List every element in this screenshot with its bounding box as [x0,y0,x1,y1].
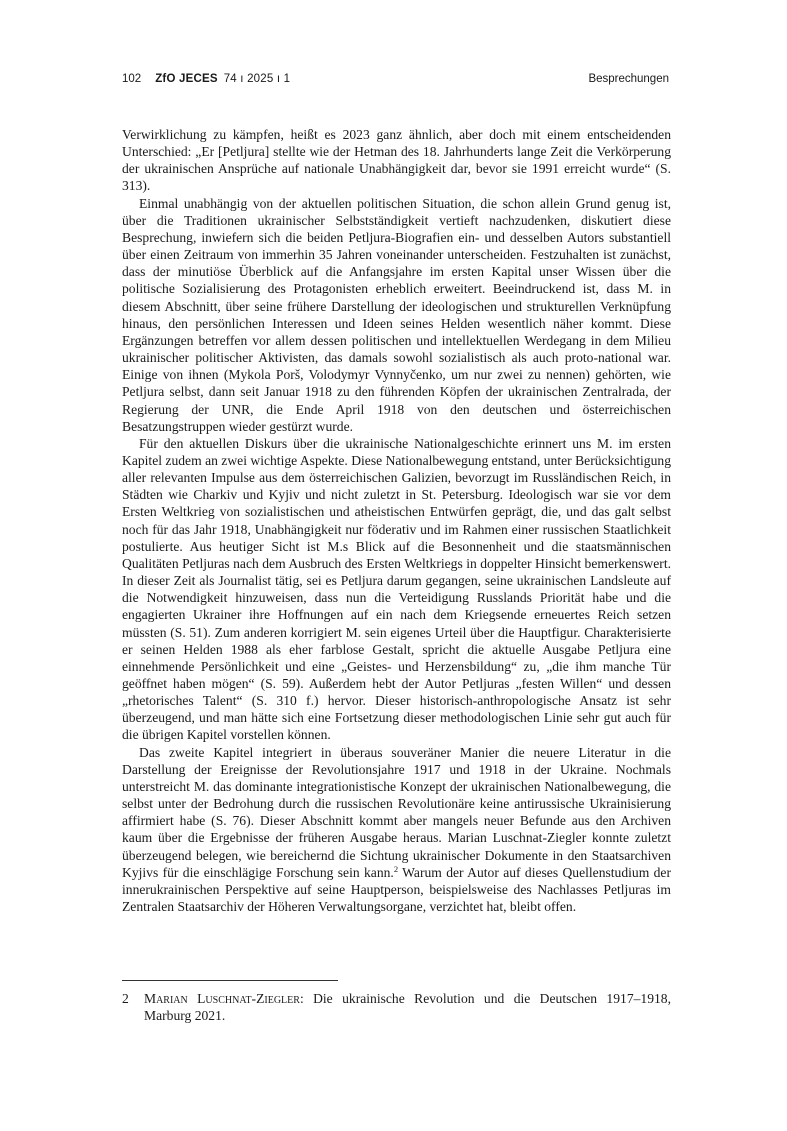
journal-volume: 74 ı 2025 ı 1 [223,73,291,85]
paragraph [122,744,671,916]
article-body [122,126,671,915]
footnote-reference[interactable]: 2 [393,863,399,874]
footnote-author: Marian Luschnat-Ziegler [144,991,300,1006]
page-number: 102 [122,73,142,85]
footnote-number: 2 [122,991,129,1006]
footnote [122,990,671,1024]
paragraph: Verwirklichung zu kämpfen, heißt es 2023 ganz ähnlich, aber doch mit einem entscheidenden Unterschied: „Er [Petljura] stellte wie der Hetman des 18. Jahrhunderts lange Zeit die Verkörperung der ukrainischen Ansprüche auf nationale Unabhängigkeit dar, bevor sie 1991 erreicht wurde“ (S. 313). [122,127,671,194]
journal-name: ZfO JECES [155,73,218,85]
paragraph-text: Das zweite Kapitel integriert in überaus souveräner Manier die neuere Literatur in die Darstellung der Ereignisse der Revolutionsjahre 1917 und 1918 in der Ukraine. Nochmals unterstreicht M. das dominante integrationistische Konzept der ukrainischen Nationalbewegung, die selbst unter der Bedrohung durch die russischen Revolutionäre keine antirussische Ukrainisierung affirmiert habe (S. 76). Dieser Abschnitt kommt aber mangels neuer Befunde aus den Archiven kaum über die Ergebnisse der früheren Ausgabe heraus. Marian Luschnat-Ziegler konnte zuletzt überzeugend belegen, wie bereichernd die Sichtung ukrainischer Dokumente in den Staatsarchiven Kyjivs für die einschlägige Forschung sein kann. [122,744,671,880]
footnote-text [144,990,671,1024]
paragraph: Für den aktuellen Diskurs über die ukrainische Nationalgeschichte erinnert uns M. im ersten Kapitel zudem an zwei wichtige Aspekte. Diese Nationalbewegung entstand, unter Berücksichtigung aller relevanten Impulse aus dem österreichischen Galizien, bevorzugt im Russländischen Reich, in Städten wie Charkiv und Kyjiv und nicht zuletzt in St. Petersburg. Ideologisch war sie vor dem Ersten Weltkrieg von sozialistischen und atheistischen Entwürfen geprägt, die, und das galt selbst noch für das Jahr 1918, Unabhängigkeit nur föderativ und im Rahmen einer russischen Staatlichkeit postulierte. Aus heutiger Sicht ist M.s Blick auf die Besonnenheit und die staatsmännischen Qualitäten Petljuras nach dem Ausbruch des Ersten Weltkriegs in doppelter Hinsicht bemerkenswert. In dieser Zeit als Journalist tätig, sei es Petljura darum gegangen, seine ukrainischen Landsleute auf die Notwendigkeit hinzuweisen, dass nun die Verteidigung Russlands Priorität habe und die engagierten Ukrainer ihre Hoffnungen auf ein nach dem Kriegsende erneuertes Reich setzen müssten (S. 51). Zum anderen korrigiert M. sein eigenes Urteil über die Hauptfigur. Charakterisierte er seinen Helden 1988 als eher farblose Gestalt, spricht die aktuelle Ausgabe Petljura eine einnehmende Persönlichkeit und eine „Geistes- und Herzensbildung“ zu, „die ihm manche Tür geöffnet haben mögen“ (S. 59). Außerdem hebt der Autor Petljuras „festen Willen“ und dessen „rhetorisches Talent“ (S. 310 f.) hervor. Dieser historisch-anthropologische Ansatz ist sehr überzeugend, und man hätte sich eine Fortsetzung dieser methodologischen Linie sehr gut auch für die übrigen Kapitel vorstellen können. [122,435,671,743]
footnote-separator [122,980,338,981]
running-head [122,73,669,89]
footnote-citation: : Die ukrainische Revolution und die Deutschen 1917–1918, Marburg 2021. [144,991,671,1024]
paragraph: Einmal unabhängig von der aktuellen politischen Situation, die schon allein Grund genug ist, über die Traditionen ukrainischer Selbstständigkeit vertieft nachzudenken, diskutiert diese Besprechung, inwiefern sich die beiden Petljura-Biografien ein- und desselben Autors substantiell über einen Zeitraum von immerhin 35 Jahren voneinander unterscheiden. Festzuhalten ist zunächst, dass der minutiöse Überblick auf die Anfangsjahre im ersten Kapital unser Wissen über die politische Sozialisierung des Protagonisten erheblich erweitert. Beeindruckend ist, dass M. in diesem Abschnitt, über seine frühere Darstellung der ideologischen und strukturellen Verknüpfung hinaus, den persönlichen Interessen und Ideen seines Helden wesentlich näher kommt. Diese Ergänzungen betreffen vor allem dessen politischen und intellektuellen Werdegang in dem Milieu ukrainischer politischer Aktivisten, das damals sowohl sozialistisch als auch proto-national war. Einige von ihnen (Mykola Porš, Volodymyr Vynnyčenko, um nur zwei zu nennen) gehörten, wie Petljura selbst, dann seit Januar 1918 zu den führenden Köpfen der ukrainischen Zentralrada, der Regierung der UNR, die Ende April 1918 von den deutschen und österreichischen Besatzungstruppen wieder gestürzt wurde. [122,195,671,434]
section-title: Besprechungen [588,73,669,85]
paragraph-text: Warum der Autor auf dieses Quellenstudium der innerukrainischen Perspektive auf seine Hauptperson, beispielsweise des Nachlasses Petljuras im Zentralen Staatsarchiv der Höheren Verwaltungsorgane, verzichtet hat, bleibt offen. [122,864,671,915]
